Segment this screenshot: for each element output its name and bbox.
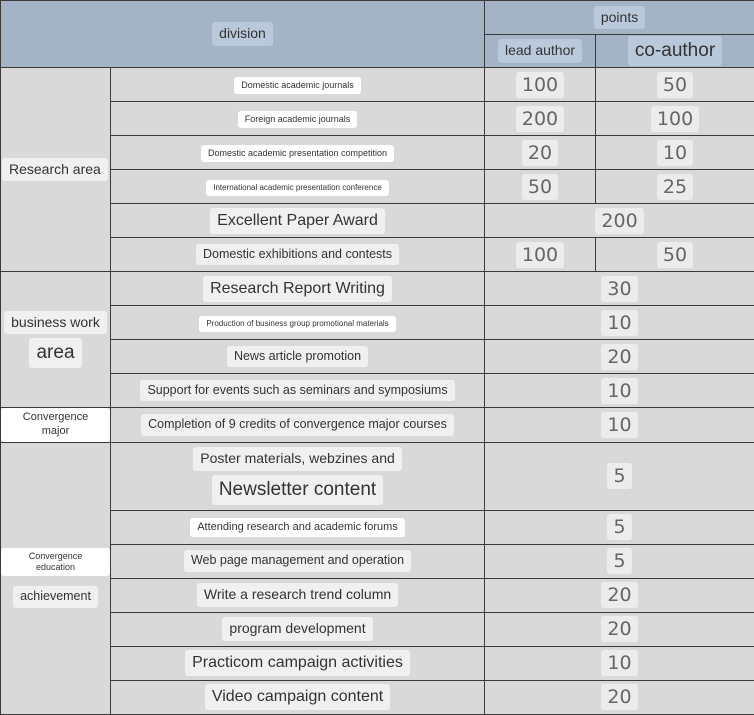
item-label: Production of business group promotional materials: [199, 316, 395, 332]
merged-points-cell: [485, 646, 754, 680]
table-row: [1, 612, 754, 646]
lead-points: 20: [522, 140, 558, 166]
merged-points-cell: [485, 442, 754, 510]
item-label: program development: [222, 617, 372, 641]
item-cell: [111, 612, 485, 646]
merged-points-cell: [485, 374, 754, 408]
item-label: Practicom campaign activities: [185, 650, 410, 676]
item-label: Foreign academic journals: [238, 111, 358, 128]
table-row: [1, 272, 754, 306]
merged-points-cell: [485, 510, 754, 544]
co-cell: [596, 238, 754, 272]
co-cell: [596, 136, 754, 170]
lead-cell: [485, 68, 596, 102]
item-cell: [111, 238, 485, 272]
item-label: Domestic academic presentation competition: [201, 145, 394, 162]
merged-points: 20: [601, 684, 637, 710]
item-label: Domestic academic journals: [234, 77, 361, 94]
item-label: International academic presentation conference: [206, 180, 389, 196]
merged-points-cell: [485, 306, 754, 340]
item-cell: [111, 408, 485, 443]
table-row: [1, 646, 754, 680]
item-cell: [111, 442, 485, 510]
item-cell: [111, 102, 485, 136]
lead-cell: [485, 136, 596, 170]
table-row: [1, 68, 754, 102]
merged-points: 20: [601, 344, 637, 370]
merged-points: 20: [601, 616, 637, 642]
merged-points: 200: [595, 208, 643, 234]
table-row: [1, 136, 754, 170]
item-cell: [111, 306, 485, 340]
item-cell: [111, 646, 485, 680]
merged-points: 30: [601, 276, 637, 302]
table-row: [1, 170, 754, 204]
division-header-label: division: [212, 22, 273, 46]
item-label: Write a research trend column: [197, 583, 398, 607]
merged-points-cell: [485, 204, 754, 238]
merged-points-cell: [485, 680, 754, 714]
item-cell: [111, 680, 485, 714]
item-cell: [111, 510, 485, 544]
business-area-cell: [1, 272, 111, 408]
item-label-2: Newsletter content: [212, 475, 383, 505]
merged-points: 10: [601, 412, 637, 438]
lead-author-label: lead author: [498, 39, 582, 63]
item-cell: [111, 374, 485, 408]
item-cell: [111, 68, 485, 102]
item-label: Poster materials, webzines and: [193, 447, 402, 471]
item-cell: [111, 544, 485, 578]
merged-points: 5: [607, 463, 631, 489]
co-cell: [596, 170, 754, 204]
table-row: [1, 578, 754, 612]
item-cell: [111, 170, 485, 204]
lead-points: 200: [516, 106, 564, 132]
merged-points-cell: [485, 272, 754, 306]
item-label: Web page management and operation: [184, 550, 411, 572]
co-cell: [596, 102, 754, 136]
table-row: [1, 544, 754, 578]
points-header: [485, 1, 754, 35]
merged-points-cell: [485, 340, 754, 374]
item-label: Excellent Paper Award: [210, 208, 385, 234]
lead-cell: [485, 238, 596, 272]
item-label: Domestic exhibitions and contests: [196, 244, 399, 266]
table-row: [1, 204, 754, 238]
co-points: 50: [657, 72, 693, 98]
item-label: Attending research and academic forums: [190, 518, 405, 538]
item-label: News article promotion: [227, 346, 368, 368]
major-area-label: Convergence major: [1, 408, 110, 442]
education-area-label-2: achievement: [13, 586, 98, 608]
business-area-label: business work: [4, 311, 107, 335]
co-points: 50: [657, 242, 693, 268]
co-author-header: [596, 35, 754, 68]
table-row: [1, 306, 754, 340]
lead-points: 100: [516, 72, 564, 98]
table-row: [1, 510, 754, 544]
merged-points-cell: [485, 408, 754, 443]
merged-points: 10: [601, 310, 637, 336]
table-row: [1, 340, 754, 374]
lead-author-header: [485, 35, 596, 68]
item-label: Support for events such as seminars and symposiums: [140, 380, 454, 402]
co-points: 25: [657, 174, 693, 200]
points-header-label: points: [594, 6, 645, 30]
merged-points-cell: [485, 544, 754, 578]
item-label: Video campaign content: [205, 684, 390, 710]
item-cell: [111, 272, 485, 306]
lead-cell: [485, 170, 596, 204]
table-row: [1, 238, 754, 272]
merged-points: 5: [607, 548, 631, 574]
item-label: Research Report Writing: [203, 276, 392, 302]
co-points: 10: [657, 140, 693, 166]
item-cell: [111, 136, 485, 170]
education-area-cell: [1, 442, 111, 714]
table-row: [1, 442, 754, 510]
co-points: 100: [651, 106, 699, 132]
item-label: Completion of 9 credits of convergence major courses: [141, 414, 454, 436]
merged-points: 5: [607, 514, 631, 540]
merged-points: 10: [601, 650, 637, 676]
table-row: [1, 680, 754, 714]
research-area-label: Research area: [2, 158, 108, 182]
lead-cell: [485, 102, 596, 136]
research-area-cell: [1, 68, 111, 272]
division-header: [1, 1, 485, 68]
table-row: [1, 408, 754, 443]
merged-points-cell: [485, 612, 754, 646]
co-author-label: co-author: [628, 36, 722, 66]
merged-points: 20: [601, 582, 637, 608]
item-cell: [111, 340, 485, 374]
major-area-cell: [1, 408, 111, 443]
item-cell: [111, 578, 485, 612]
table-row: [1, 374, 754, 408]
item-cell: [111, 204, 485, 238]
education-area-label: Convergence education: [1, 548, 110, 577]
lead-points: 50: [522, 174, 558, 200]
merged-points-cell: [485, 578, 754, 612]
lead-points: 100: [516, 242, 564, 268]
co-cell: [596, 68, 754, 102]
merged-points: 10: [601, 378, 637, 404]
table-row: [1, 102, 754, 136]
business-area-label-2: area: [29, 338, 81, 368]
